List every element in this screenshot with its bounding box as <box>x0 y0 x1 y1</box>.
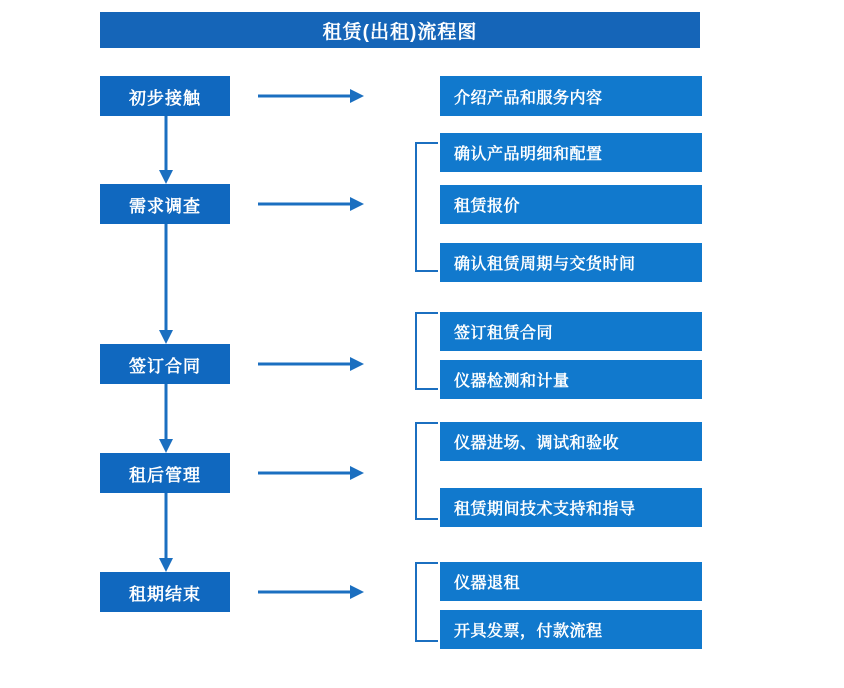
bracket-icon <box>414 562 438 642</box>
stage-box-1[interactable]: 初步接触 <box>100 76 230 116</box>
right-arrow-icon <box>258 584 364 600</box>
detail-box-10[interactable]: 开具发票，付款流程 <box>440 610 702 649</box>
detail-box-4[interactable]: 确认租赁周期与交货时间 <box>440 243 702 282</box>
right-arrow-icon <box>258 356 364 372</box>
right-arrow-icon <box>258 196 364 212</box>
stage-box-4[interactable]: 租后管理 <box>100 453 230 493</box>
bracket-icon <box>414 142 438 272</box>
detail-box-8[interactable]: 租赁期间技术支持和指导 <box>440 488 702 527</box>
down-arrow-icon <box>157 116 175 184</box>
detail-box-9[interactable]: 仪器退租 <box>440 562 702 601</box>
bracket-icon <box>414 312 438 390</box>
detail-box-6[interactable]: 仪器检测和计量 <box>440 360 702 399</box>
down-arrow-icon <box>157 493 175 572</box>
right-arrow-icon <box>258 88 364 104</box>
detail-box-1[interactable]: 介绍产品和服务内容 <box>440 76 702 116</box>
down-arrow-icon <box>157 384 175 453</box>
bracket-icon <box>414 422 438 520</box>
page-title: 租赁(出租)流程图 <box>100 12 700 48</box>
stage-box-2[interactable]: 需求调查 <box>100 184 230 224</box>
detail-box-2[interactable]: 确认产品明细和配置 <box>440 133 702 172</box>
down-arrow-icon <box>157 224 175 344</box>
right-arrow-icon <box>258 465 364 481</box>
detail-box-7[interactable]: 仪器进场、调试和验收 <box>440 422 702 461</box>
stage-box-3[interactable]: 签订合同 <box>100 344 230 384</box>
detail-box-5[interactable]: 签订租赁合同 <box>440 312 702 351</box>
detail-box-3[interactable]: 租赁报价 <box>440 185 702 224</box>
stage-box-5[interactable]: 租期结束 <box>100 572 230 612</box>
